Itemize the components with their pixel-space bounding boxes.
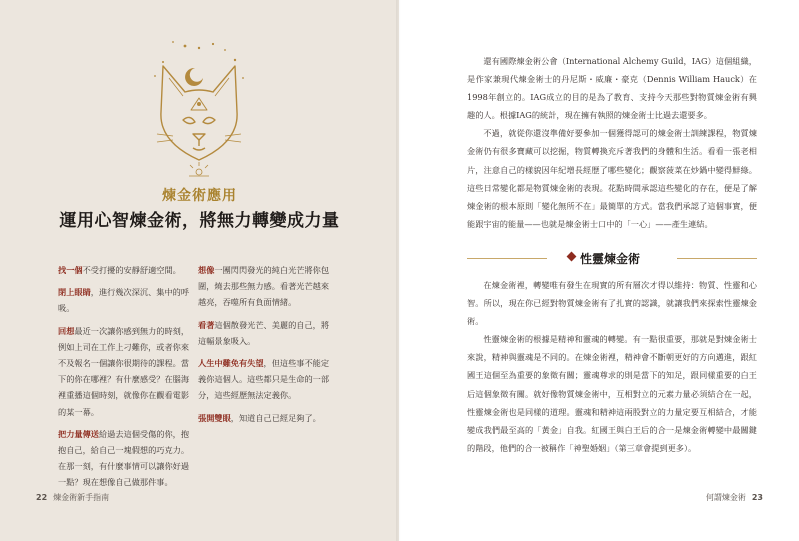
paragraph: 在煉金術裡，轉變唯有發生在現實的所有層次才得以維持：物質、性靈和心智。所以，現在你已經對物質煉金術有了扎實的認識，就讓我們來探索性靈煉金術。 (467, 280, 757, 327)
page-number: 23 (751, 493, 763, 502)
right-footer (706, 492, 769, 503)
divider (677, 258, 757, 259)
tips-column-right (198, 262, 332, 432)
tip-item: 把力量傳送給過去這個受傷的你，抱抱自己，給自己一塊假想的巧克力。在那一刻，有什麼事情可以讓你好過一點？現在想像自己做那件事。 (58, 428, 190, 488)
tip-item: 張開雙眼，知道自己已經足夠了。 (198, 412, 321, 423)
tip-item: 想像一團閃閃發光的純白光芒將你包圍，燒去那些無力感。看著光芒越來越亮，吞噬所有負面情緒。 (198, 265, 330, 308)
tips-column-left (58, 262, 191, 497)
right-page (399, 0, 799, 541)
alchemical-cat-emblem-icon (133, 38, 265, 178)
running-title: 煉金術新手指南 (53, 493, 110, 502)
body-text-bottom (467, 276, 757, 457)
left-footer (30, 492, 109, 503)
tip-item: 看著這個散發光芒、美麗的自己，將這幅景象吸入。 (198, 319, 330, 346)
left-page (0, 0, 399, 541)
tip-item: 找一個不受打擾的安靜舒適空間。 (58, 265, 181, 275)
tip-item: 閉上眼睛，進行幾次深沉、集中的呼吸。 (58, 287, 190, 314)
tip-item: 人生中難免有失望，但這些事不能定義你這個人。這些都只是生命的一部分，這些經歷無法定義你。 (198, 358, 330, 401)
running-title: 何謂煉金術 (705, 493, 746, 502)
page-title: 運用心智煉金術，將無力轉變成力量 (59, 211, 340, 231)
paragraph: 性靈煉金術的根據是精神和靈魂的轉變。有一點很重要，那就是對煉金術士來說，精神與靈魂是不同的。在煉金術裡，精神會不斷朝更好的方向邁進，跟紅國王這個至為重要的象徵有關；靈魂尊求的則是當下的知足，跟同樣重要的白王后這個象徵有關。就好像物質煉金術中，互相對立的元素力量必須結合在一起，性靈煉金術也是同樣的道理。靈魂和精神這兩股對立的力量定要互相結合，才能變成我們最至高的「黃金」自我。紅國王與白王后的合一是煉金術轉變中最關鍵的階段，他們的合一被稱作「神聖婚姻」（第三章會提到更多）。 (467, 334, 757, 453)
paragraph: 還有國際煉金術公會（International Alchemy Guild，IAG）這個組織，是作家兼現代煉金術士的丹尼斯・威廉・豪克（Dennis William Hauck）在1998年創立的。IAG成立的目的是為了教育、支持今天那些對物質煉金術有興趣的人。根據IAG的統計，現在擁有執照的煉金術士比過去還要多。 (467, 56, 757, 121)
section-heading (467, 250, 757, 266)
diamond-bullet-icon (567, 252, 577, 262)
section-subtitle: 煉金術應用 (162, 188, 237, 204)
page-number: 22 (36, 493, 48, 502)
divider (467, 258, 547, 259)
tip-item: 回想最近一次讓你感到無力的時刻，例如上司在工作上刁難你，或者你來不及報名一個讓你很期待的課程。當下的你在哪裡？有什麼感受？在腦海裡重播這個時刻，就像你在觀看電影的某一幕。 (58, 325, 190, 417)
book-gutter (396, 0, 404, 541)
paragraph: 不過，就從你還沒準備好要參加一個獲得認可的煉金術士訓練課程，物質煉金術仍有很多寶藏可以挖掘，物質轉換充斥著我們的身體和生活。看看一張老相片，注意自己的樣貌因年紀增長經歷了哪些變化；觀察菠菜在炒鍋中變得鮮綠。這些日常變化都是物質煉金術的表現。花點時間承認這些變化的存在，便是了解煉金術的根本原則「變化無所不在」最簡單的方式。當我們承認了這個事實，便能跟宇宙的能量——也就是煉金術士口中的「一心」——產生連結。 (467, 128, 757, 229)
body-text-top (467, 52, 757, 233)
section-heading-label: 性靈煉金術 (580, 252, 641, 266)
